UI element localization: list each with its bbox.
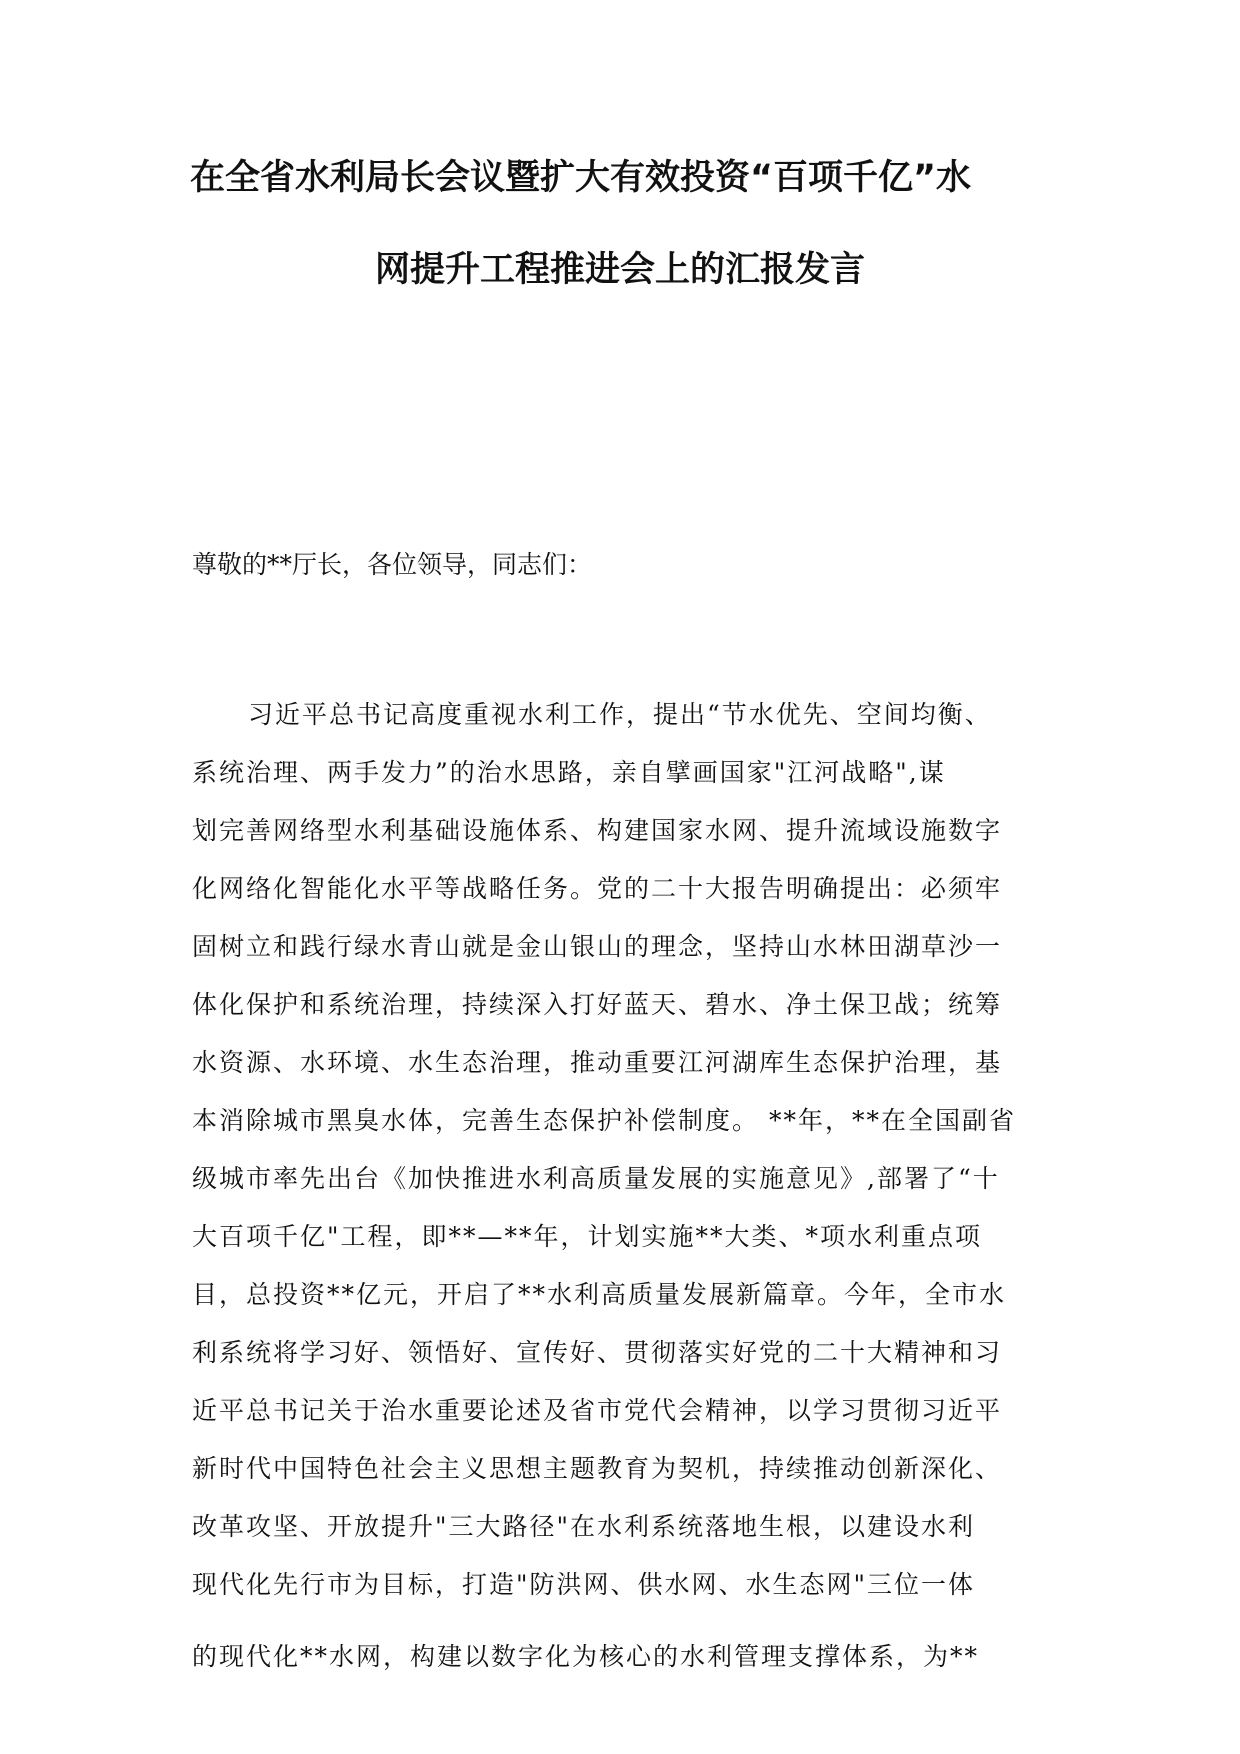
body-line: 习近平总书记高度重视水利工作，提出“节水优先、空间均衡、 [248,700,992,729]
body-line: 固树立和践行绿水青山就是金山银山的理念，坚持山水林田湖草沙一 [192,932,1003,961]
body-line: 目，总投资**亿元，开启了**水利高质量发展新篇章。今年，全市水 [192,1280,1007,1309]
body-line: 利系统将学习好、领悟好、宣传好、贯彻落实好党的二十大精神和习 [192,1338,1003,1367]
body-line: 体化保护和系统治理，持续深入打好蓝天、碧水、净土保卫战；统筹 [192,990,1003,1019]
body-line: 近平总书记关于治水重要论述及省市党代会精神，以学习贯彻习近平 [192,1396,1003,1425]
body-line: 的现代化**水网，构建以数字化为核心的水利管理支撑体系，为** [192,1642,980,1671]
body-line: 改革攻坚、开放提升"三大路径"在水利系统落地生根，以建设水利 [192,1512,976,1541]
document-title-line-1: 在全省水利局长会议暨扩大有效投资“百项千亿”水 [190,158,972,198]
body-line: 划完善网络型水利基础设施体系、构建国家水网、提升流域设施数字 [192,816,1003,845]
body-line: 系统治理、两手发力”的治水思路，亲自擘画国家"江河战略",谋 [192,758,946,787]
salutation: 尊敬的**厅长，各位领导，同志们： [192,550,593,579]
body-line: 大百项千亿"工程，即**—**年，计划实施**大类、*项水利重点项 [192,1222,983,1251]
body-line: 化网络化智能化水平等战略任务。党的二十大报告明确提出：必须牢 [192,874,1003,903]
body-line: 本消除城市黑臭水体，完善生态保护补偿制度。 **年，**在全国副省 [192,1106,1016,1135]
body-line: 水资源、水环境、水生态治理，推动重要江河湖库生态保护治理，基 [192,1048,1003,1077]
body-line: 新时代中国特色社会主义思想主题教育为契机，持续推动创新深化、 [192,1454,1003,1483]
body-line: 现代化先行市为目标，打造"防洪网、供水网、水生态网"三位一体 [192,1570,976,1599]
body-line: 级城市率先出台《加快推进水利高质量发展的实施意见》,部署了“十 [192,1164,1000,1193]
document-title-line-2: 网提升工程推进会上的汇报发言 [374,250,865,290]
